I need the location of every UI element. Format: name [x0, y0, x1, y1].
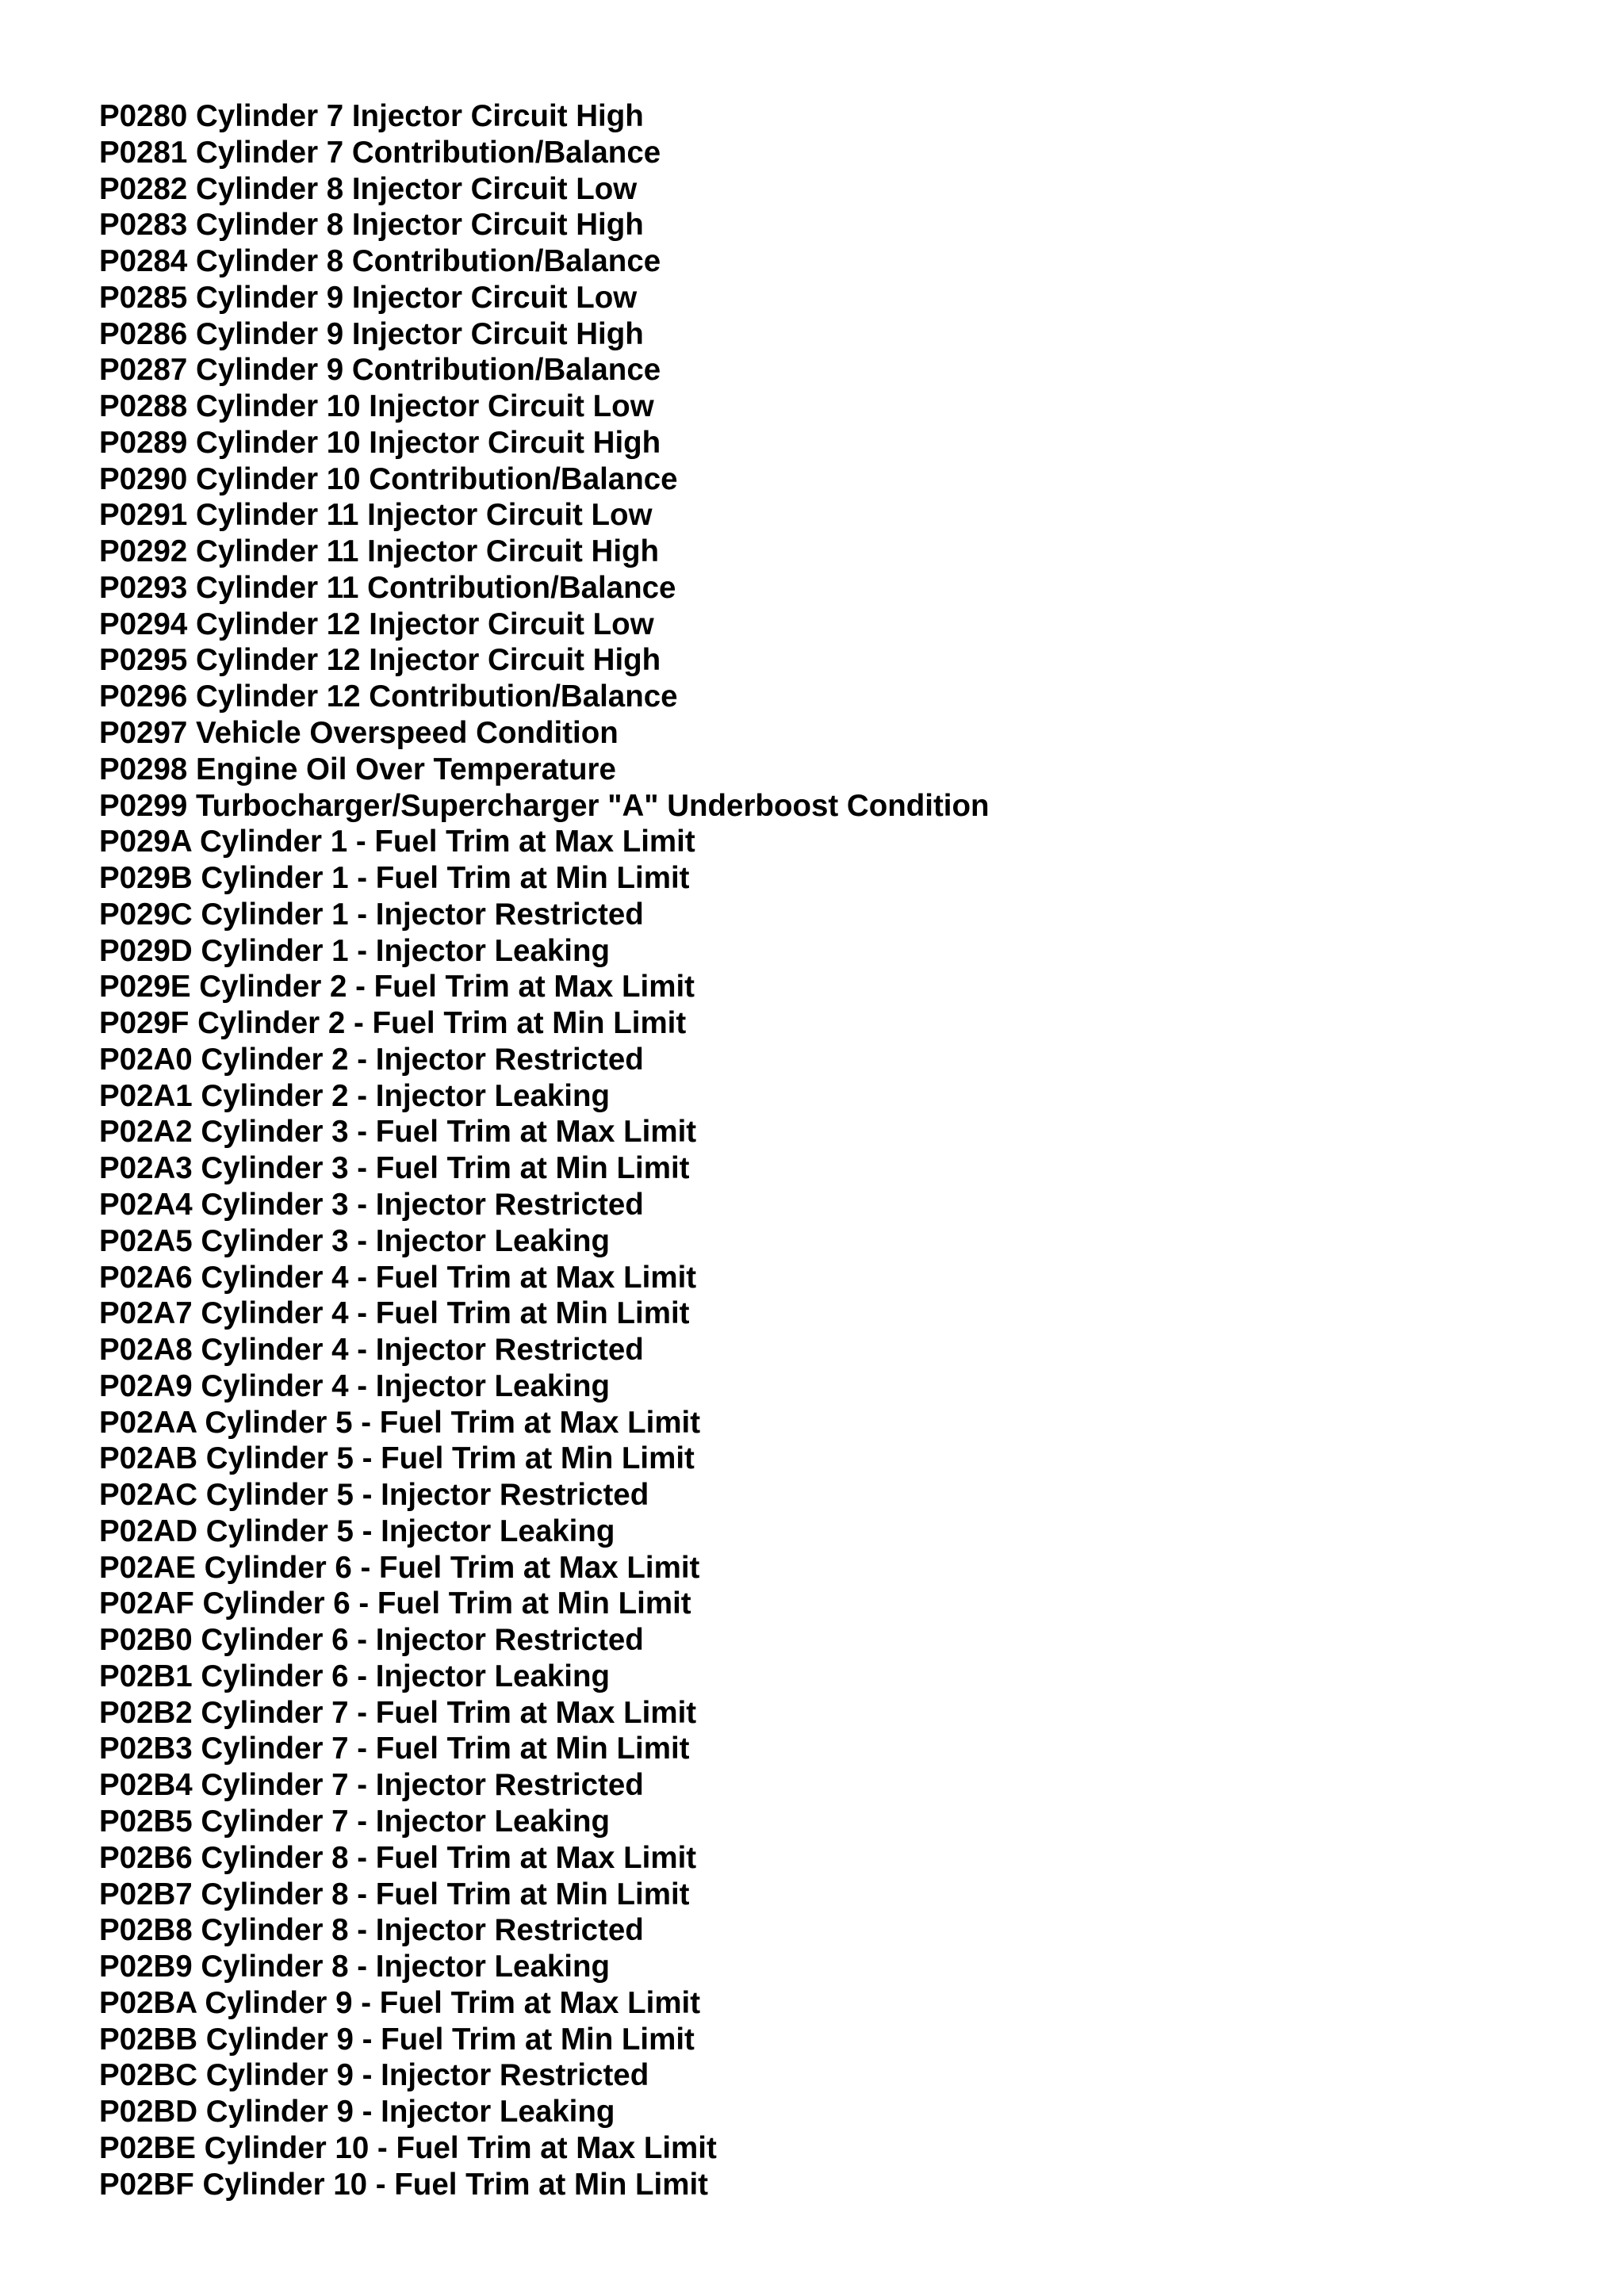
- dtc-line: P0280 Cylinder 7 Injector Circuit High: [99, 99, 644, 133]
- dtc-line: P02B0 Cylinder 6 - Injector Restricted: [99, 1623, 644, 1658]
- dtc-line: P02BA Cylinder 9 - Fuel Trim at Max Limit: [99, 1985, 701, 2020]
- dtc-line: P0298 Engine Oil Over Temperature: [99, 752, 616, 786]
- dtc-code-list: [99, 98, 990, 2202]
- dtc-line: P02A2 Cylinder 3 - Fuel Trim at Max Limit: [99, 1115, 697, 1150]
- dtc-line: P02A0 Cylinder 2 - Injector Restricted: [99, 1042, 644, 1077]
- dtc-line: P0284 Cylinder 8 Contribution/Balance: [99, 244, 661, 279]
- dtc-line: P0281 Cylinder 7 Contribution/Balance: [99, 135, 661, 170]
- dtc-line: P0295 Cylinder 12 Injector Circuit High: [99, 643, 661, 678]
- dtc-line: P02BF Cylinder 10 - Fuel Trim at Min Limit: [99, 2167, 709, 2202]
- dtc-line: P02A6 Cylinder 4 - Fuel Trim at Max Limit: [99, 1260, 697, 1295]
- dtc-line: P02B7 Cylinder 8 - Fuel Trim at Min Limit: [99, 1877, 690, 1911]
- dtc-line: P02AC Cylinder 5 - Injector Restricted: [99, 1478, 649, 1513]
- dtc-line: P02A8 Cylinder 4 - Injector Restricted: [99, 1333, 644, 1368]
- dtc-line: P029B Cylinder 1 - Fuel Trim at Min Limit: [99, 861, 690, 896]
- dtc-line: P02A1 Cylinder 2 - Injector Leaking: [99, 1078, 611, 1113]
- dtc-line: P02AD Cylinder 5 - Injector Leaking: [99, 1513, 615, 1548]
- dtc-line: P029F Cylinder 2 - Fuel Trim at Min Limit: [99, 1006, 687, 1041]
- dtc-line: P029A Cylinder 1 - Fuel Trim at Max Limit: [99, 825, 695, 859]
- dtc-line: P0282 Cylinder 8 Injector Circuit Low: [99, 171, 638, 206]
- dtc-line: P02AF Cylinder 6 - Fuel Trim at Min Limit: [99, 1586, 691, 1621]
- dtc-line: P02AA Cylinder 5 - Fuel Trim at Max Limit: [99, 1405, 701, 1440]
- dtc-line: P029C Cylinder 1 - Injector Restricted: [99, 897, 644, 932]
- dtc-line: P02B3 Cylinder 7 - Fuel Trim at Min Limit: [99, 1732, 690, 1766]
- dtc-line: P02BC Cylinder 9 - Injector Restricted: [99, 2058, 649, 2093]
- dtc-line: P02B9 Cylinder 8 - Injector Leaking: [99, 1950, 611, 1984]
- dtc-line: P0299 Turbocharger/Supercharger "A" Underboost Condition: [99, 788, 990, 823]
- dtc-line: P029E Cylinder 2 - Fuel Trim at Max Limit: [99, 970, 695, 1004]
- dtc-line: P02A7 Cylinder 4 - Fuel Trim at Min Limit: [99, 1296, 690, 1331]
- dtc-line: P02BD Cylinder 9 - Injector Leaking: [99, 2095, 615, 2130]
- dtc-line: P02A3 Cylinder 3 - Fuel Trim at Min Limit: [99, 1151, 690, 1186]
- dtc-line: P0291 Cylinder 11 Injector Circuit Low: [99, 498, 653, 533]
- dtc-line: P02A4 Cylinder 3 - Injector Restricted: [99, 1187, 644, 1222]
- dtc-line: P02AE Cylinder 6 - Fuel Trim at Max Limit: [99, 1550, 700, 1585]
- dtc-line: P0292 Cylinder 11 Injector Circuit High: [99, 534, 660, 569]
- dtc-line: P0287 Cylinder 9 Contribution/Balance: [99, 353, 661, 388]
- dtc-line: P02BB Cylinder 9 - Fuel Trim at Min Limit: [99, 2022, 695, 2057]
- dtc-line: P02B4 Cylinder 7 - Injector Restricted: [99, 1768, 644, 1803]
- dtc-line: P0289 Cylinder 10 Injector Circuit High: [99, 425, 661, 460]
- dtc-line: P02B6 Cylinder 8 - Fuel Trim at Max Limit: [99, 1840, 697, 1875]
- dtc-line: P02BE Cylinder 10 - Fuel Trim at Max Limit: [99, 2130, 717, 2165]
- dtc-line: P0283 Cylinder 8 Injector Circuit High: [99, 208, 644, 243]
- dtc-line: P0286 Cylinder 9 Injector Circuit High: [99, 316, 644, 351]
- dtc-line: P02A5 Cylinder 3 - Injector Leaking: [99, 1223, 611, 1258]
- dtc-line: P0293 Cylinder 11 Contribution/Balance: [99, 570, 676, 605]
- dtc-line: P02B1 Cylinder 6 - Injector Leaking: [99, 1659, 611, 1693]
- dtc-line: P0296 Cylinder 12 Contribution/Balance: [99, 679, 678, 714]
- dtc-line: P02A9 Cylinder 4 - Injector Leaking: [99, 1368, 611, 1403]
- dtc-line: P029D Cylinder 1 - Injector Leaking: [99, 933, 611, 968]
- dtc-line: P0285 Cylinder 9 Injector Circuit Low: [99, 280, 638, 315]
- dtc-line: P0294 Cylinder 12 Injector Circuit Low: [99, 607, 654, 641]
- dtc-line: P02B5 Cylinder 7 - Injector Leaking: [99, 1804, 611, 1839]
- dtc-line: P0290 Cylinder 10 Contribution/Balance: [99, 461, 678, 496]
- dtc-line: P02AB Cylinder 5 - Fuel Trim at Min Limit: [99, 1441, 695, 1476]
- dtc-line: P0297 Vehicle Overspeed Condition: [99, 716, 619, 751]
- dtc-line: P0288 Cylinder 10 Injector Circuit Low: [99, 389, 654, 424]
- dtc-line: P02B2 Cylinder 7 - Fuel Trim at Max Limit: [99, 1695, 697, 1730]
- dtc-line: P02B8 Cylinder 8 - Injector Restricted: [99, 1913, 644, 1948]
